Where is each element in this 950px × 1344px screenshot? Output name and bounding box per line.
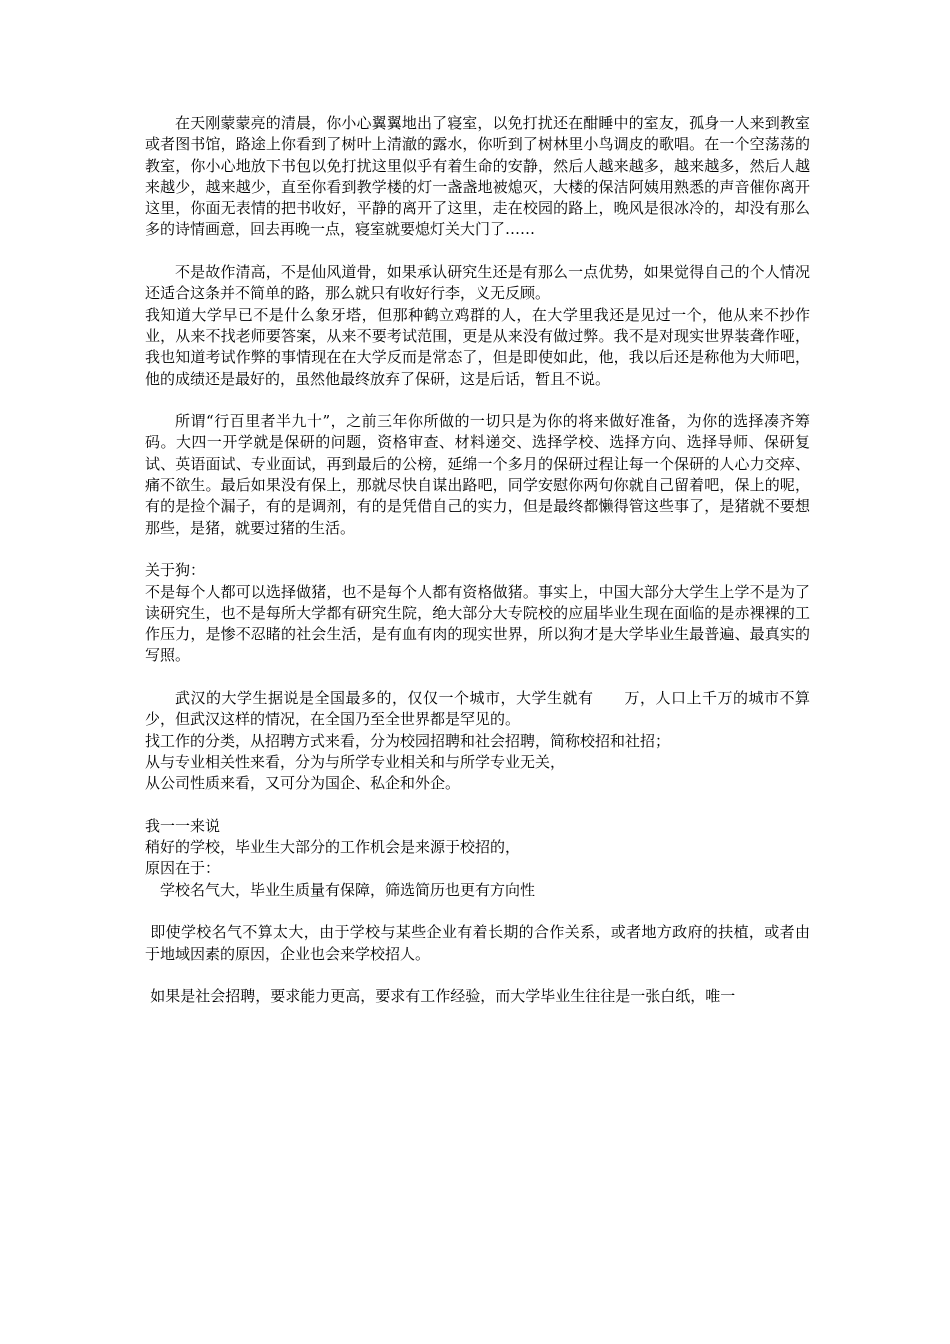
paragraph-campus-recruitment: 稍好的学校，毕业生大部分的工作机会是来源于校招的， bbox=[145, 838, 521, 857]
document-page bbox=[145, 113, 810, 1007]
paragraph-dog-description: 不是每个人都可以选择做猪，也不是每个人都有资格做猪。事实上，中国大部分大学生上学不是为了读研究生，也不是每所大学都有研究生院，绝大部分大专院校的应届毕业生现在面临的是赤裸裸的工作压力，是惨不忍睹的社会生活，是有血有肉的现实世界，所以狗才是大学毕业生最普遍、最真实的写照。 bbox=[145, 582, 810, 665]
paragraph-gap bbox=[145, 795, 810, 816]
paragraph-gap bbox=[145, 667, 810, 688]
paragraph-job-classification-recruitment: 找工作的分类，从招聘方式来看，分为校园招聘和社会招聘，简称校招和社招； bbox=[145, 731, 671, 750]
paragraph-reason-label: 原因在于： bbox=[145, 859, 221, 878]
paragraph-one-by-one: 我一一来说 bbox=[145, 816, 221, 835]
paragraph-small-school: 即使学校名气不算太大，由于学校与某些企业有着长期的合作关系，或者地方政府的扶植，或者由于地域因素的原因，企业也会来学校招人。 bbox=[145, 923, 810, 963]
paragraph-gap bbox=[145, 539, 810, 560]
section-heading-dog: 关于狗： bbox=[145, 561, 206, 580]
paragraph-postgraduate-recommendation: 所谓“行百里者半九十”，之前三年你所做的一切只是为你的将来做好准备，为你的选择凑齐筹码。大四一开学就是保研的问题，资格审查、材料递交、选择学校、选择方向、选择导师、保研复试、英语面试、专业面试，再到最后的公榜，延绵一个多月的保研过程让每一个保研的人心力交瘁、痛不欲生。最后如果没有保上，那就尽快自谋出路吧，同学安慰你两句你就自己留着吧，保上的呢，有的是捡个漏子，有的是调剂，有的是凭借自己的实力，但是最终都懒得管这些事了，是猪就不要想那些，是猪，就要过猪的生活。 bbox=[145, 412, 810, 537]
paragraph-not-aloof: 不是故作清高，不是仙风道骨，如果承认研究生还是有那么一点优势，如果觉得自己的个人情况还适合这条并不简单的路，那么就只有收好行李，义无反顾。 bbox=[145, 263, 810, 303]
paragraph-reason-detail: 学校名气大，毕业生质量有保障，筛选简历也更有方向性 bbox=[160, 880, 536, 899]
paragraph-gap bbox=[145, 965, 810, 986]
paragraph-gap bbox=[145, 241, 810, 262]
paragraph-job-classification-major: 从与专业相关性来看，分为与所学专业相关和与所学专业无关， bbox=[145, 752, 566, 771]
paragraph-wuhan-students: 武汉的大学生据说是全国最多的，仅仅一个城市，大学生就有 万，人口上千万的城市不算少，但武汉这样的情况，在全国乃至全世界都是罕见的。 bbox=[145, 689, 810, 729]
paragraph-morning-study: 在天刚蒙蒙亮的清晨，你小心翼翼地出了寝室，以免打扰还在酣睡中的室友，孤身一人来到教室或者图书馆，路途上你看到了树叶上清澈的露水，你听到了树林里小鸟调皮的歌唱。在一个空荡荡的教室，你小心地放下书包以免打扰这里似乎有着生命的安静，然后人越来越多，越来越多，然后人越来越少，越来越少，直至你看到教学楼的灯一盏盏地被熄灭，大楼的保洁阿姨用熟悉的声音催你离开这里，你面无表情的把书收好，平静的离开了这里，走在校园的路上，晚风是很冰冷的，却没有那么多的诗情画意，回去再晚一点，寝室就要熄灯关大门了…… bbox=[145, 114, 810, 239]
paragraph-job-classification-company: 从公司性质来看，又可分为国企、私企和外企。 bbox=[145, 774, 461, 793]
paragraph-social-recruitment: 如果是社会招聘，要求能力更高，要求有工作经验，而大学毕业生往往是一张白纸，唯一 bbox=[150, 987, 736, 1006]
paragraph-gap bbox=[145, 390, 810, 411]
paragraph-gap bbox=[145, 901, 810, 922]
paragraph-master-classmate: 我知道大学早已不是什么象牙塔，但那种鹤立鸡群的人，在大学里我还是见过一个，他从来不抄作业，从来不找老师要答案，从来不要考试范围，更是从来没有做过弊。我不是对现实世界装聋作哑，我也知道考试作弊的事情现在在大学反而是常态了，但是即使如此，他，我以后还是称他为大师吧，他的成绩还是最好的，虽然他最终放弃了保研，这是后话，暂且不说。 bbox=[145, 305, 810, 388]
